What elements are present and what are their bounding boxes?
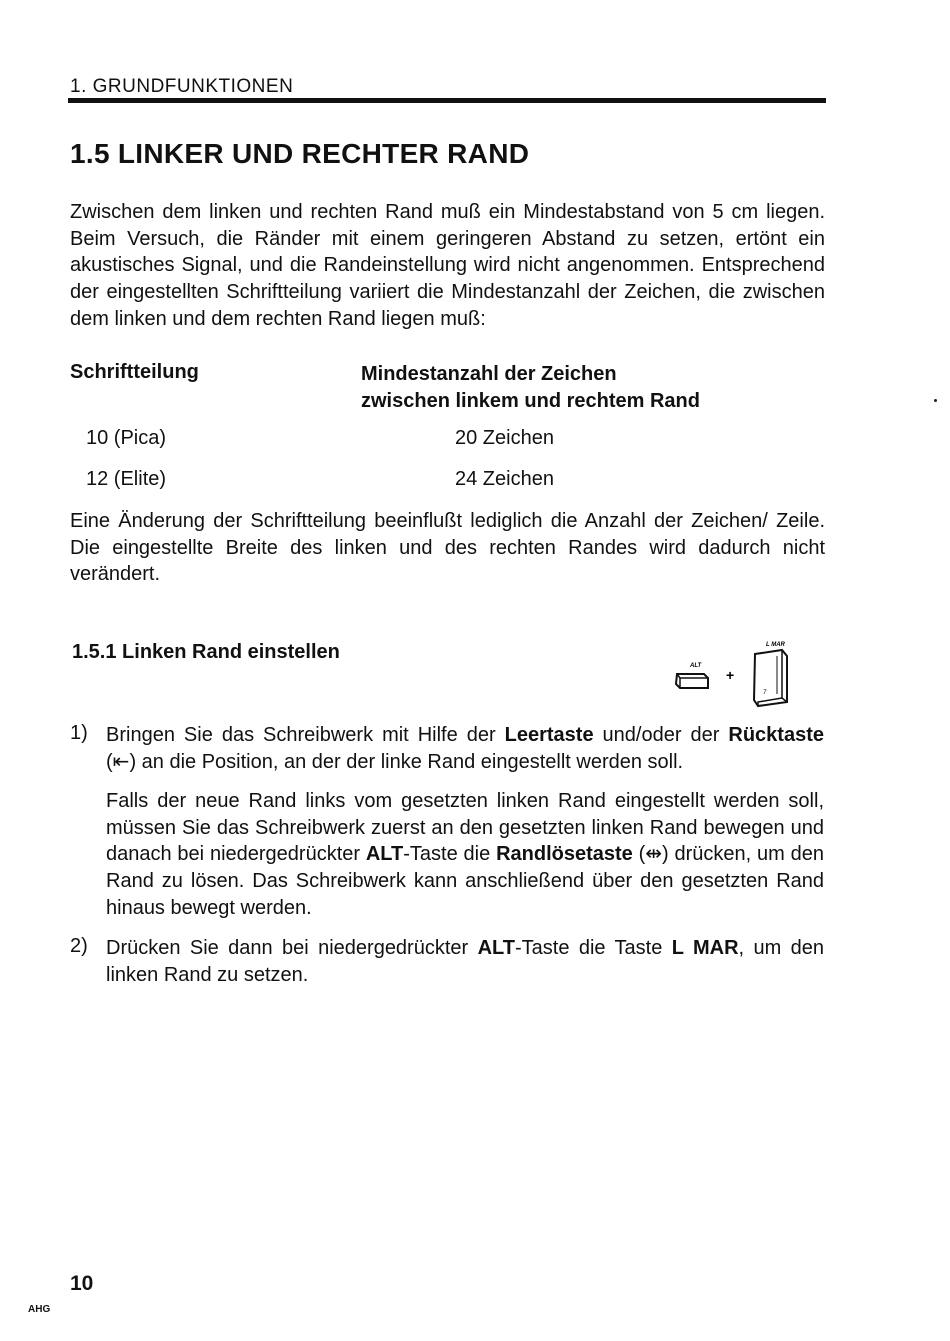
alt-key-icon — [676, 663, 708, 688]
header-rule — [68, 98, 826, 103]
imprint-code: AHG — [28, 1304, 51, 1315]
step-2-text: Drücken Sie dann bei niedergedrückter ALT-Taste die Taste L MAR, um den linken Rand zu setzen. — [106, 937, 825, 986]
subsection-title: 1.5.1 Linken Rand einstellen — [72, 641, 340, 663]
scan-speck — [934, 399, 937, 402]
margin-release-key-term: Randlösetaste — [496, 843, 633, 866]
table-cell-min-chars: 24 Zeichen — [455, 468, 554, 490]
key-combination-illustration — [670, 636, 820, 716]
backspace-symbol-icon: ⇤ — [112, 750, 130, 773]
alt-key-label: ALT — [690, 663, 702, 669]
table-header-min-chars-line1: Mindestanzahl der Zeichen — [361, 363, 617, 385]
space-key-term: Leertaste — [504, 724, 594, 746]
lmar-key-sublabel: 7 — [763, 690, 767, 696]
step-number: 1) — [70, 722, 88, 744]
margin-release-symbol-icon: ⇹ — [645, 843, 663, 866]
table-cell-pitch: 12 (Elite) — [86, 468, 167, 490]
backspace-key-term: Rücktaste — [728, 724, 824, 746]
step-1-detail-text: Falls der neue Rand links vom gesetzten linken Rand eingestellt werden soll, müssen Sie das Schreibwerk zuerst an den gesetzten linken Rand bewegen und danach bei niedergedrückter ALT-Taste die Randlösetaste (⇹) drücken, um den Rand zu lösen. Das Schreibwerk kann anschließend über den gesetzten Rand hinaus bewegt werden. — [106, 790, 825, 919]
lmar-key-label: L MAR — [766, 642, 785, 648]
table-cell-pitch: 10 (Pica) — [86, 427, 167, 449]
lmar-key-term: L MAR — [671, 937, 739, 959]
table-header-min-chars-line2: zwischen linkem und rechtem Rand — [361, 389, 700, 412]
alt-key-term: ALT — [477, 937, 515, 959]
section-title: 1.5 LINKER UND RECHTER RAND — [70, 138, 530, 169]
table-cell-min-chars: 20 Zeichen — [455, 427, 554, 449]
step-1-text: Bringen Sie das Schreibwerk mit Hilfe der Leertaste und/oder der Rücktaste (⇤) an die Position, an der der linke Rand eingestellt werden soll. — [106, 724, 824, 773]
page-number: 10 — [70, 1272, 94, 1295]
note-paragraph: Eine Änderung der Schriftteilung beeinflußt lediglich die Anzahl der Zeichen/ Zeile. Die eingestellte Breite des linken und des rechten Randes wird dadurch nicht verändert. — [70, 510, 825, 586]
lmar-key-icon — [754, 642, 787, 706]
intro-paragraph: Zwischen dem linken und rechten Rand muß ein Mindestabstand von 5 cm liegen. Beim Versuch, die Ränder mit einem geringeren Abstand zu setzen, ertönt ein akustisches Signal, und die Randeinstellung wird nicht angenommen. Entsprechend der eingestellten Schriftteilung variiert die Mindestanzahl der Zeichen, die zwischen dem linken und dem rechten Rand liegen muß: — [70, 201, 825, 330]
step-number: 2) — [70, 935, 88, 957]
table-header-pitch: Schriftteilung — [70, 361, 199, 383]
running-head: 1. GRUNDFUNKTIONEN — [70, 76, 294, 97]
table-header-min-chars — [361, 361, 700, 414]
plus-sign: + — [726, 667, 735, 683]
alt-key-term: ALT — [365, 843, 404, 866]
